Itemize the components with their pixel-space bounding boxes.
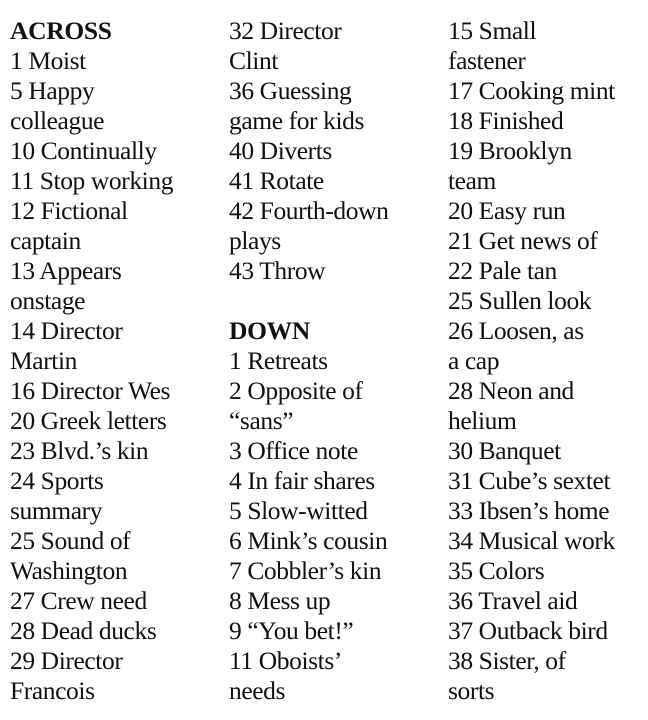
down-clue: 6 Mink’s cousin	[229, 526, 388, 555]
across-clue: 23 Blvd.’s kin	[10, 436, 149, 465]
down-clue: 7 Cobbler’s kin	[229, 556, 382, 585]
clue-column-3	[448, 16, 648, 706]
down-clue: 3 Office note	[229, 436, 358, 465]
down-clue: 38 Sister, of sorts	[448, 646, 566, 705]
down-clue: 26 Loosen, as a cap	[448, 316, 584, 375]
across-clue: 24 Sports summary	[10, 466, 104, 525]
across-clue: 36 Guessing game for kids	[229, 76, 365, 135]
across-clue: 29 Director Francois	[10, 646, 123, 705]
across-clue: 10 Continually	[10, 136, 157, 165]
down-heading: DOWN	[229, 316, 310, 345]
down-clue: 34 Musical work	[448, 526, 615, 555]
down-clue: 35 Colors	[448, 556, 545, 585]
down-clue: 11 Oboists’ needs	[229, 646, 342, 705]
across-clue: 43 Throw	[229, 256, 326, 285]
down-clue: 5 Slow-witted	[229, 496, 368, 525]
down-clue: 4 In fair shares	[229, 466, 375, 495]
down-clue: 15 Small fastener	[448, 16, 537, 75]
down-clue: 21 Get news of	[448, 226, 598, 255]
down-clue: 17 Cooking mint	[448, 76, 615, 105]
down-clue: 25 Sullen look	[448, 286, 592, 315]
clue-column-2	[229, 16, 441, 706]
section-gap	[229, 286, 441, 316]
down-clue: 9 “You bet!”	[229, 616, 354, 645]
down-clue: 19 Brooklyn team	[448, 136, 572, 195]
down-clue: 20 Easy run	[448, 196, 566, 225]
down-clue: 22 Pale tan	[448, 256, 557, 285]
across-clue: 32 Director Clint	[229, 16, 342, 75]
across-clue: 40 Diverts	[229, 136, 332, 165]
clue-column-1	[10, 16, 222, 706]
down-clue: 8 Mess up	[229, 586, 331, 615]
across-clue: 12 Fictional captain	[10, 196, 128, 255]
across-clue: 16 Director Wes	[10, 376, 171, 405]
across-clue: 28 Dead ducks	[10, 616, 157, 645]
down-clue: 30 Banquet	[448, 436, 561, 465]
down-clue: 37 Outback bird	[448, 616, 608, 645]
across-clue: 1 Moist	[10, 46, 86, 75]
across-clue: 20 Greek letters	[10, 406, 167, 435]
down-clue: 31 Cube’s sextet	[448, 466, 611, 495]
across-clue: 13 Appears onstage	[10, 256, 122, 315]
across-clue: 14 Director Martin	[10, 316, 123, 375]
across-clue: 25 Sound of Washington	[10, 526, 131, 585]
down-clue: 36 Travel aid	[448, 586, 578, 615]
across-clue: 11 Stop working	[10, 166, 174, 195]
down-clue: 33 Ibsen’s home	[448, 496, 610, 525]
across-clue: 42 Fourth-down plays	[229, 196, 389, 255]
down-clue: 18 Finished	[448, 106, 564, 135]
down-clue: 2 Opposite of “sans”	[229, 376, 363, 435]
across-clue: 41 Rotate	[229, 166, 324, 195]
across-clue: 5 Happy colleague	[10, 76, 105, 135]
down-clue: 28 Neon and helium	[448, 376, 574, 435]
down-clue: 1 Retreats	[229, 346, 328, 375]
across-clue: 27 Crew need	[10, 586, 147, 615]
across-heading: ACROSS	[10, 16, 112, 45]
